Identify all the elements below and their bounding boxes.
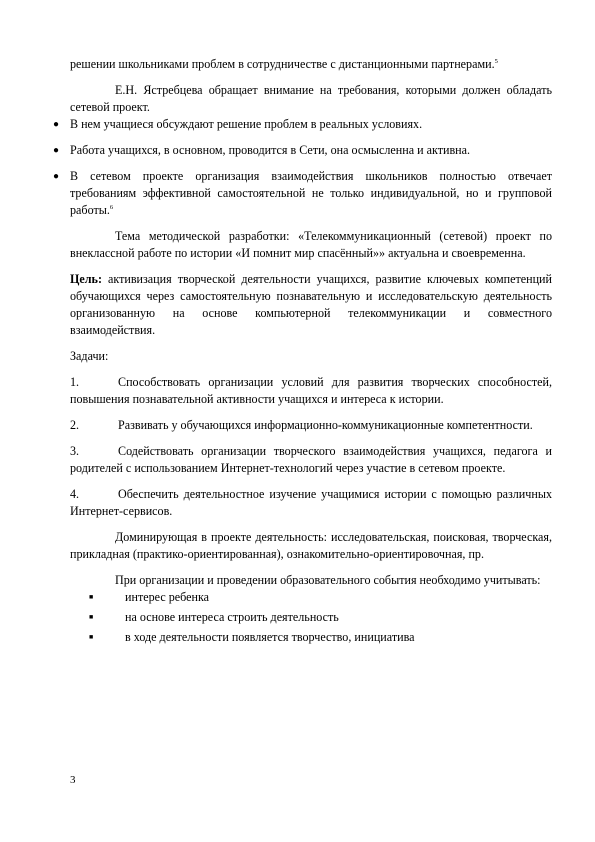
task-number: 3. [70,444,80,458]
task-number: 2. [70,418,80,432]
list-item: ■ на основе интереса строить деятельность [89,610,339,624]
goal-label: Цель: [70,272,102,286]
consider-paragraph: При организации и проведении образовательного события необходимо учитывать: [115,573,541,587]
bullet-icon: ● [53,171,60,182]
list-item: 4. Обеспечить деятельностное изучение учащимися истории с помощью различных Интернет-сервисов. [70,487,552,518]
square-bullet-icon: ■ [89,613,94,621]
yastrebtseva-paragraph: Е.Н. Ястребцева обращает внимание на требования, которыми должен обладать сетевой проект. [70,83,552,114]
footnote-ref: 5 [494,58,498,65]
list-item: ■ в ходе деятельности появляется творчество, инициатива [89,630,415,644]
task-number: 4. [70,487,80,501]
theme-paragraph: Тема методической разработки: «Телекоммуникационный (сетевой) проект по внеклассной работе по истории «И помнит мир спасённый»» актуальна и своевременна. [70,229,552,260]
goal-paragraph: Цель: активизация творческой деятельности учащихся, развитие ключевых компетенций обучающихся через самостоятельную познавательную и исследовательскую деятельность организованную на основе компьютерной телекоммуникации и совместного взаимодействия. [70,272,552,337]
requirements-list [53,116,552,219]
intro-tail-paragraph: решении школьниками проблем в сотрудничестве с дистанционными партнерами.$^5$ [70,57,498,71]
list-item: 1. Способствовать организации условий для развития творческих способностей, повышения познавательной активности учащихся и интереса к истории. [70,375,552,406]
list-item: ● Работа учащихся, в основном, проводится в Сети, она осмысленна и активна. [53,143,471,157]
list-item: ● В нем учащиеся обсуждают решение проблем в реальных условиях. [53,117,423,131]
document-page [53,56,552,646]
list-item: ● В сетевом проекте организация взаимодействия школьников полностью отвечает требованиям эффективной самостоятельной не только индивидуальной, но и групповой работы.$^6$ [53,169,552,217]
list-item: 2. Развивать у обучающихся информационно-коммуникационные компетентности. [70,418,533,432]
footnote-ref: 6 [109,204,114,211]
tasks-list [70,374,552,520]
page-number: 3 [70,774,76,786]
list-item: 3. Содействовать организации творческого взаимодействия учащихся, педагога и родителей с использованием Интернет-технологий через участие в сетевом проекте. [70,444,552,475]
bullet-icon: ● [53,145,60,156]
square-bullet-icon: ■ [89,633,94,641]
square-bullet-icon: ■ [89,593,94,601]
list-item: ■ интерес ребенка [89,590,210,604]
bullet-icon: ● [53,119,60,130]
task-number: 1. [70,375,80,389]
tasks-heading: Задачи: [70,349,109,363]
consider-list [70,589,552,646]
dominant-activity-paragraph: Доминирующая в проекте деятельность: исследовательская, поисковая, творческая, прикладная (практико-ориентированная), ознакомительно-ориентировочная, пр. [70,530,552,561]
